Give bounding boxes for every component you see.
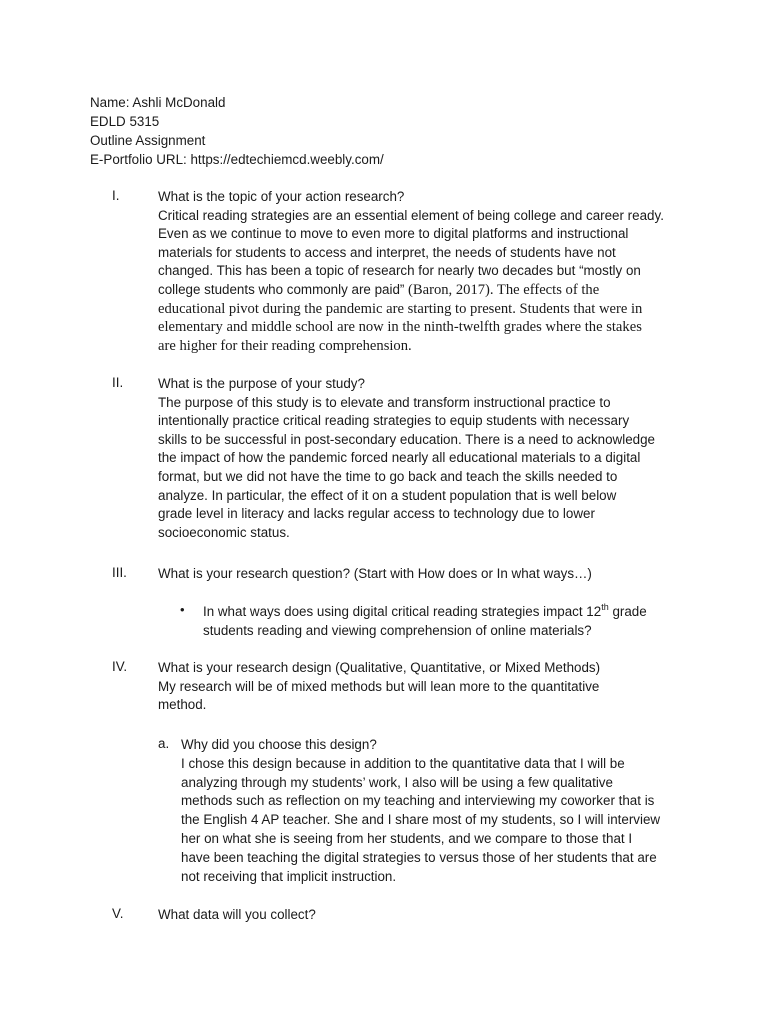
- section-2-body: [158, 375, 655, 542]
- section-3-numeral: III.: [112, 565, 127, 580]
- subitem-answer-line: have been teaching the digital strategies to versus those of her students that are: [181, 849, 657, 865]
- section-1-answer-line: materials for students to access and interpret, the needs of students have not: [158, 244, 616, 260]
- section-2-numeral: II.: [112, 375, 124, 390]
- assignment-title: Outline Assignment: [90, 133, 206, 148]
- subitem-answer-line: her on what she is seeing from her students, and we compare to those that I: [181, 830, 633, 846]
- portfolio-url: E-Portfolio URL: https://edtechiemcd.weebly.com/: [90, 152, 384, 167]
- research-question-line-1-pre: In what ways does using digital critical reading strategies impact 12: [203, 604, 602, 619]
- subitem-answer-line: I chose this design because in addition to the quantitative data that I will be: [181, 755, 625, 771]
- section-2-answer-line: skills to be successful in post-secondary education. There is a need to acknowledge: [158, 431, 655, 447]
- section-2-answer-line: socioeconomic status.: [158, 524, 290, 540]
- section-3-question: What is your research question? (Start with How does or In what ways…): [158, 566, 592, 581]
- section-1-serif-line: elementary and middle school are now in the ninth-twelfth grades where the stakes: [158, 319, 642, 336]
- section-1-serif-line: educational pivot during the pandemic are starting to present. Students that were in: [158, 300, 643, 317]
- research-question-line-1: [203, 602, 647, 621]
- subitem-letter: a.: [158, 736, 170, 751]
- section-4-body: [158, 659, 600, 715]
- subitem-answer-line: not receiving that implicit instruction.: [181, 868, 397, 884]
- section-1-mixed-sans: college students who commonly are paid”: [158, 281, 405, 297]
- section-5-question: What data will you collect?: [158, 907, 316, 922]
- section-4-answer-line: My research will be of mixed methods but will lean more to the quantitative: [158, 678, 600, 694]
- section-1-answer-line: changed. This has been a topic of research for nearly two decades but “mostly on: [158, 263, 641, 279]
- research-question-line-1-post: grade: [608, 604, 647, 619]
- ordinal-superscript: th: [601, 601, 609, 612]
- subitem-body: [181, 736, 660, 886]
- document-header: [90, 93, 384, 169]
- section-2-answer-line: format, but we did not have the time to go back and teach the skills needed to: [158, 468, 618, 484]
- section-2-answer-line: analyze. In particular, the effect of it on a student population that is well below: [158, 487, 617, 503]
- section-1-question: What is the topic of your action research?: [158, 189, 405, 204]
- subitem-question: Why did you choose this design?: [181, 737, 377, 752]
- section-1-answer-line-mixed: [158, 281, 664, 300]
- section-1-body: [158, 188, 664, 355]
- subitem-answer-line: the English 4 AP teacher. She and I share most of my students, so I will interview: [181, 812, 661, 828]
- bullet-icon: •: [180, 602, 185, 617]
- section-2-answer-line: the impact of how the pandemic forced nearly all educational materials to a digital: [158, 450, 641, 466]
- section-3-body: [158, 565, 592, 584]
- section-5-body: [158, 906, 316, 925]
- section-2-question: What is the purpose of your study?: [158, 376, 365, 391]
- section-5-numeral: V.: [112, 906, 124, 921]
- section-4-answer-line: method.: [158, 697, 207, 713]
- research-question-line-2: students reading and viewing comprehension of online materials?: [203, 623, 592, 638]
- section-1-answer-line: Critical reading strategies are an essential element of being college and career ready.: [158, 207, 664, 223]
- section-1-serif-line: are higher for their reading comprehension.: [158, 337, 412, 354]
- research-question-text: [203, 602, 647, 640]
- subitem-answer-line: methods such as reflection on my teaching and interviewing my coworker that is: [181, 793, 655, 809]
- course-code: EDLD 5315: [90, 114, 160, 129]
- section-2-answer-line: grade level in literacy and lacks regular access to technology due to lower: [158, 506, 595, 522]
- section-2-answer-line: intentionally practice critical reading strategies to equip students with necessary: [158, 413, 630, 429]
- section-1-numeral: I.: [112, 188, 120, 203]
- section-2-answer-line: The purpose of this study is to elevate and transform instructional practice to: [158, 394, 611, 410]
- section-1-answer-line: Even as we continue to move to even more to digital platforms and instructional: [158, 226, 629, 242]
- section-1-mixed-serif: (Baron, 2017). The effects of the: [404, 281, 600, 298]
- student-name: Name: Ashli McDonald: [90, 95, 226, 110]
- subitem-answer-line: analyzing through my students’ work, I also will be using a few qualitative: [181, 774, 613, 790]
- section-4-question: What is your research design (Qualitative, Quantitative, or Mixed Methods): [158, 660, 601, 675]
- section-4-numeral: IV.: [112, 659, 128, 674]
